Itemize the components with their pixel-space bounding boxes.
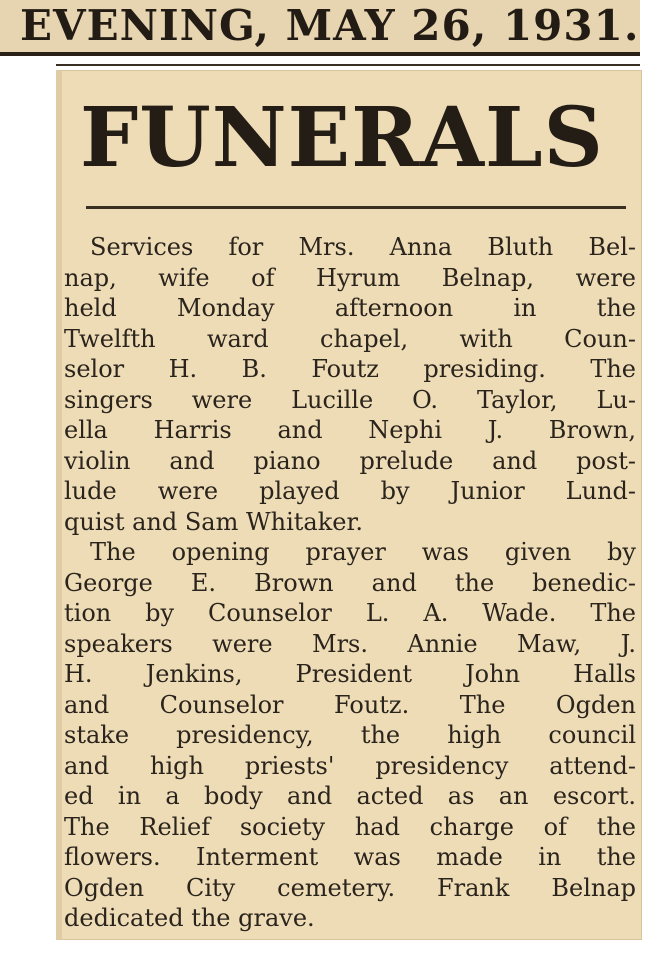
article-line: H. Jenkins, President John Halls <box>64 660 636 688</box>
article-line: and Counselor Foutz. The Ogden <box>64 690 636 719</box>
clipping-left-margin <box>56 70 62 940</box>
article-body <box>64 232 636 934</box>
article-line: violin and piano prelude and post- <box>64 446 636 475</box>
article-line: and high priests' presidency attend- <box>64 751 636 780</box>
article-line: nap, wife of Hyrum Belnap, were <box>64 263 636 292</box>
headline-rule <box>86 206 626 209</box>
article-line: dedicated the grave. <box>64 904 315 932</box>
article-line: singers were Lucille O. Taylor, Lu- <box>64 385 636 414</box>
masthead-strip <box>0 0 640 56</box>
article-line: Twelfth ward chapel, with Coun- <box>64 324 636 353</box>
article-line: George E. Brown and the benedic- <box>64 568 636 597</box>
headline: FUNERALS <box>80 90 604 186</box>
article-line: ed in a body and acted as an escort. <box>64 782 636 810</box>
article-line: speakers were Mrs. Annie Maw, J. <box>64 629 636 658</box>
article-line: lude were played by Junior Lund- <box>64 477 636 505</box>
article-line: flowers. Interment was made in the <box>64 843 636 871</box>
article-line: The Relief society had charge of the <box>64 812 636 841</box>
masthead-date: EVENING, MAY 26, 1931. <box>20 1 640 50</box>
article-line: Services for Mrs. Anna Bluth Bel- <box>90 233 636 261</box>
article-line: tion by Counselor L. A. Wade. The <box>64 599 636 627</box>
article-line: The opening prayer was given by <box>90 538 636 566</box>
article-line: quist and Sam Whitaker. <box>64 507 363 536</box>
article-line: selor H. B. Foutz presiding. The <box>64 355 636 383</box>
article-line: stake presidency, the high council <box>64 721 636 749</box>
article-line: held Monday afternoon in the <box>64 294 636 322</box>
article-line: Ogden City cemetery. Frank Belnap <box>64 873 636 902</box>
top-rule <box>56 64 640 66</box>
article-line: ella Harris and Nephi J. Brown, <box>64 416 636 444</box>
